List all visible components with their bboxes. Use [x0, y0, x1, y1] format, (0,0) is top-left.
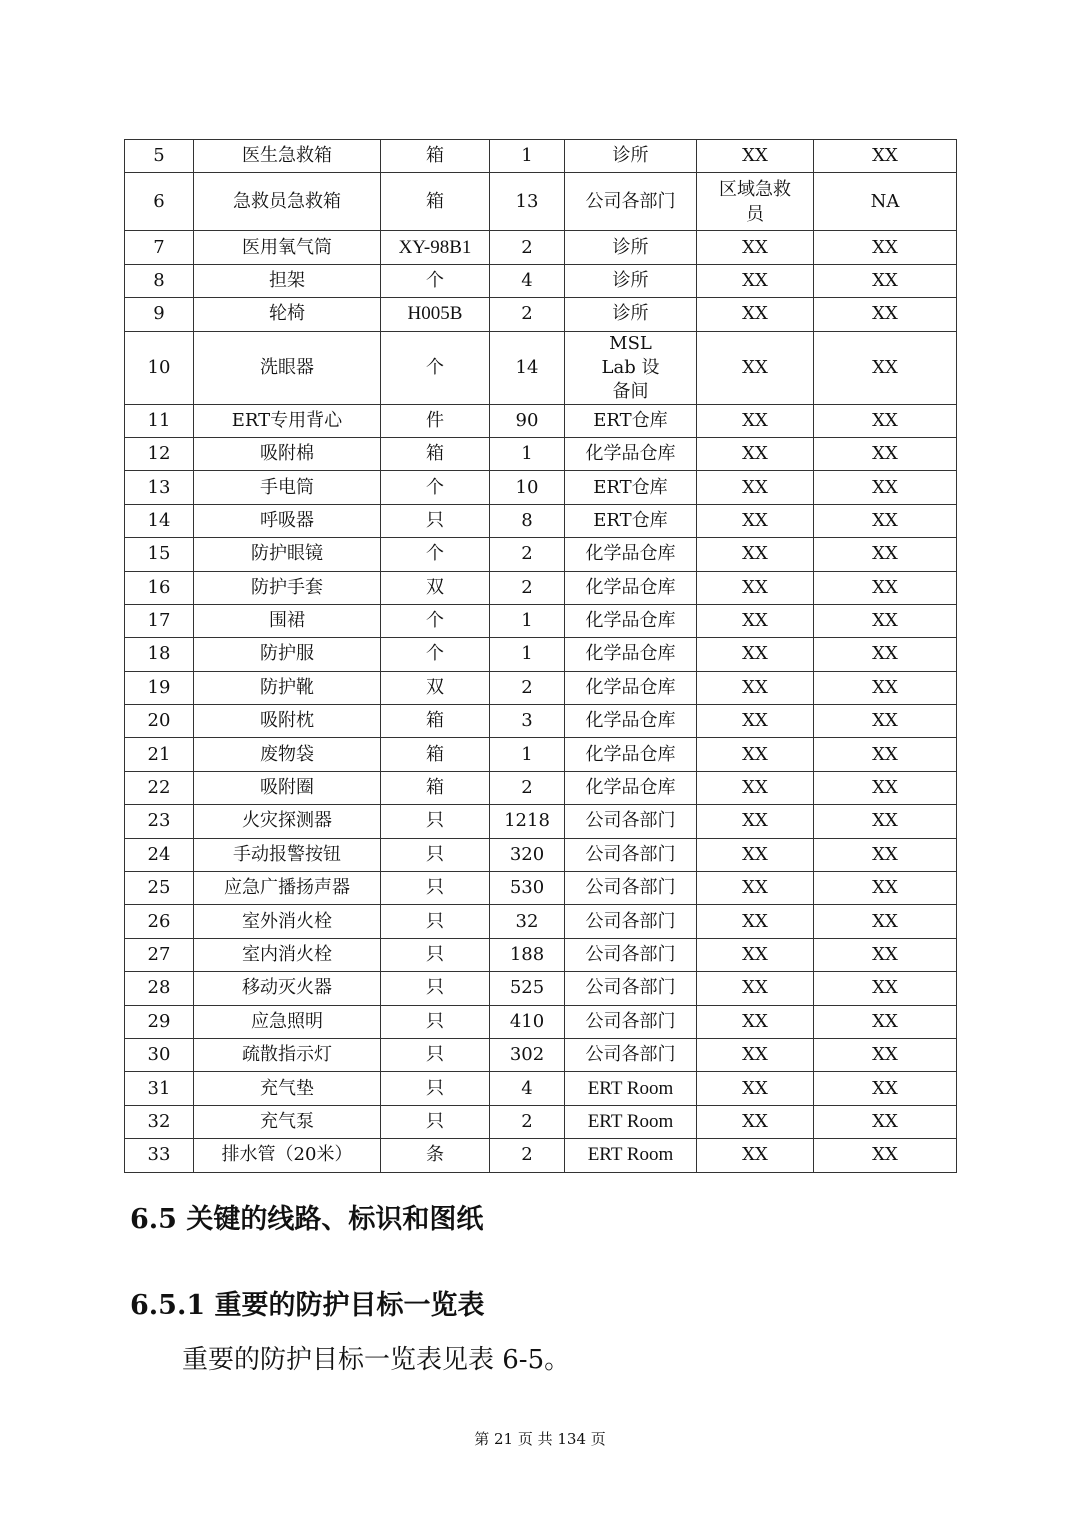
cell-row-number: 25 [125, 872, 194, 905]
cell-quantity: 32 [490, 905, 565, 938]
cell-quantity: 2 [490, 671, 565, 704]
cell-row-number: 23 [125, 805, 194, 838]
cell-item-name: 排水管（20米） [194, 1139, 381, 1172]
cell-location: 公司各部门 [565, 1005, 697, 1038]
cell-contact: XX [814, 872, 957, 905]
cell-item-name: 防护手套 [194, 571, 381, 604]
cell-unit-or-model: 箱 [381, 705, 490, 738]
cell-quantity: 8 [490, 504, 565, 537]
cell-item-name: 防护靴 [194, 671, 381, 704]
cell-responsible: XX [697, 471, 814, 504]
table-row [125, 938, 957, 971]
cell-contact: XX [814, 437, 957, 470]
cell-item-name: 担架 [194, 264, 381, 297]
cell-responsible: XX [697, 504, 814, 537]
cell-location: 公司各部门 [565, 838, 697, 871]
cell-quantity: 1 [490, 604, 565, 637]
table-row [125, 173, 957, 231]
cell-responsible: 区域急救员 [697, 173, 814, 231]
cell-quantity: 302 [490, 1038, 565, 1071]
cell-item-name: 吸附棉 [194, 437, 381, 470]
cell-item-name: 应急照明 [194, 1005, 381, 1038]
cell-contact: XX [814, 671, 957, 704]
table-row [125, 1038, 957, 1071]
cell-quantity: 530 [490, 872, 565, 905]
table-row [125, 805, 957, 838]
cell-contact: XX [814, 538, 957, 571]
cell-quantity: 14 [490, 331, 565, 404]
cell-quantity: 90 [490, 404, 565, 437]
equipment-table [124, 139, 957, 1173]
body-paragraph: 重要的防护目标一览表见表 6-5。 [182, 1345, 571, 1375]
cell-item-name: 废物袋 [194, 738, 381, 771]
cell-contact: XX [814, 604, 957, 637]
table-row [125, 504, 957, 537]
cell-unit-or-model: 个 [381, 471, 490, 504]
cell-location: ERT Room [565, 1139, 697, 1172]
table-row [125, 471, 957, 504]
cell-item-name: 吸附枕 [194, 705, 381, 738]
cell-row-number: 8 [125, 264, 194, 297]
cell-item-name: 应急广播扬声器 [194, 872, 381, 905]
cell-responsible: XX [697, 404, 814, 437]
cell-row-number: 28 [125, 972, 194, 1005]
cell-row-number: 33 [125, 1139, 194, 1172]
table-row [125, 264, 957, 297]
section-heading: 6.5 关键的线路、标识和图纸 [130, 1204, 484, 1235]
cell-contact: XX [814, 805, 957, 838]
cell-quantity: 2 [490, 571, 565, 604]
cell-contact: XX [814, 1105, 957, 1138]
cell-row-number: 10 [125, 331, 194, 404]
table-row [125, 140, 957, 173]
cell-row-number: 26 [125, 905, 194, 938]
cell-responsible: XX [697, 1005, 814, 1038]
cell-location: ERT仓库 [565, 504, 697, 537]
cell-quantity: 320 [490, 838, 565, 871]
cell-location: 公司各部门 [565, 173, 697, 231]
cell-location: 公司各部门 [565, 1038, 697, 1071]
cell-row-number: 16 [125, 571, 194, 604]
cell-row-number: 29 [125, 1005, 194, 1038]
cell-quantity: 2 [490, 538, 565, 571]
cell-quantity: 4 [490, 264, 565, 297]
cell-row-number: 17 [125, 604, 194, 637]
cell-quantity: 1218 [490, 805, 565, 838]
table-row [125, 437, 957, 470]
cell-contact: XX [814, 838, 957, 871]
cell-unit-or-model: 双 [381, 671, 490, 704]
cell-contact: XX [814, 264, 957, 297]
cell-row-number: 27 [125, 938, 194, 971]
cell-unit-or-model: H005B [381, 298, 490, 331]
cell-item-name: 充气泵 [194, 1105, 381, 1138]
cell-unit-or-model: 个 [381, 538, 490, 571]
cell-quantity: 13 [490, 173, 565, 231]
cell-row-number: 7 [125, 231, 194, 264]
cell-contact: XX [814, 905, 957, 938]
table-row [125, 604, 957, 637]
cell-row-number: 14 [125, 504, 194, 537]
cell-unit-or-model: 箱 [381, 437, 490, 470]
cell-quantity: 1 [490, 437, 565, 470]
cell-item-name: 火灾探测器 [194, 805, 381, 838]
cell-responsible: XX [697, 264, 814, 297]
cell-item-name: 围裙 [194, 604, 381, 637]
cell-contact: XX [814, 738, 957, 771]
cell-item-name: 室外消火栓 [194, 905, 381, 938]
cell-responsible: XX [697, 1072, 814, 1105]
cell-unit-or-model: 箱 [381, 738, 490, 771]
cell-responsible: XX [697, 571, 814, 604]
cell-location: ERT Room [565, 1105, 697, 1138]
cell-location: 化学品仓库 [565, 604, 697, 637]
cell-unit-or-model: 只 [381, 838, 490, 871]
cell-contact: XX [814, 231, 957, 264]
cell-item-name: 急救员急救箱 [194, 173, 381, 231]
table-row [125, 231, 957, 264]
cell-item-name: 吸附圈 [194, 771, 381, 804]
cell-location: 诊所 [565, 231, 697, 264]
cell-contact: XX [814, 638, 957, 671]
cell-unit-or-model: 只 [381, 938, 490, 971]
cell-location: 化学品仓库 [565, 437, 697, 470]
cell-contact: XX [814, 938, 957, 971]
cell-location: ERT仓库 [565, 471, 697, 504]
cell-unit-or-model: 箱 [381, 771, 490, 804]
cell-row-number: 24 [125, 838, 194, 871]
cell-contact: XX [814, 1038, 957, 1071]
cell-row-number: 5 [125, 140, 194, 173]
cell-quantity: 3 [490, 705, 565, 738]
cell-row-number: 30 [125, 1038, 194, 1071]
cell-location: MSL Lab 设备间 [565, 331, 697, 404]
cell-contact: XX [814, 705, 957, 738]
table-row [125, 571, 957, 604]
cell-item-name: 手动报警按钮 [194, 838, 381, 871]
cell-contact: XX [814, 1072, 957, 1105]
cell-contact: XX [814, 1005, 957, 1038]
cell-responsible: XX [697, 1105, 814, 1138]
cell-location: 化学品仓库 [565, 538, 697, 571]
cell-responsible: XX [697, 298, 814, 331]
table-row [125, 538, 957, 571]
cell-unit-or-model: 个 [381, 638, 490, 671]
cell-row-number: 21 [125, 738, 194, 771]
cell-row-number: 22 [125, 771, 194, 804]
cell-responsible: XX [697, 972, 814, 1005]
cell-responsible: XX [697, 838, 814, 871]
table-row [125, 638, 957, 671]
cell-item-name: 疏散指示灯 [194, 1038, 381, 1071]
table-body [125, 140, 957, 1173]
cell-location: 公司各部门 [565, 805, 697, 838]
cell-location: 化学品仓库 [565, 738, 697, 771]
cell-responsible: XX [697, 331, 814, 404]
cell-unit-or-model: 只 [381, 905, 490, 938]
table-row [125, 671, 957, 704]
cell-responsible: XX [697, 805, 814, 838]
cell-location: 公司各部门 [565, 905, 697, 938]
table-row [125, 738, 957, 771]
cell-quantity: 1 [490, 140, 565, 173]
table-row [125, 705, 957, 738]
cell-item-name: 医用氧气筒 [194, 231, 381, 264]
cell-row-number: 32 [125, 1105, 194, 1138]
cell-quantity: 2 [490, 231, 565, 264]
cell-unit-or-model: 个 [381, 331, 490, 404]
cell-unit-or-model: 只 [381, 504, 490, 537]
cell-item-name: 充气垫 [194, 1072, 381, 1105]
cell-item-name: 移动灭火器 [194, 972, 381, 1005]
cell-row-number: 6 [125, 173, 194, 231]
cell-unit-or-model: 只 [381, 872, 490, 905]
cell-row-number: 19 [125, 671, 194, 704]
cell-row-number: 13 [125, 471, 194, 504]
cell-location: 公司各部门 [565, 938, 697, 971]
cell-responsible: XX [697, 231, 814, 264]
cell-location: ERT Room [565, 1072, 697, 1105]
cell-item-name: ERT专用背心 [194, 404, 381, 437]
cell-responsible: XX [697, 437, 814, 470]
cell-contact: XX [814, 471, 957, 504]
cell-item-name: 洗眼器 [194, 331, 381, 404]
cell-responsible: XX [697, 140, 814, 173]
table-row [125, 838, 957, 871]
cell-contact: XX [814, 1139, 957, 1172]
cell-responsible: XX [697, 771, 814, 804]
cell-responsible: XX [697, 738, 814, 771]
cell-item-name: 呼吸器 [194, 504, 381, 537]
cell-unit-or-model: 箱 [381, 173, 490, 231]
cell-row-number: 20 [125, 705, 194, 738]
cell-unit-or-model: XY-98B1 [381, 231, 490, 264]
cell-unit-or-model: 件 [381, 404, 490, 437]
cell-location: 诊所 [565, 298, 697, 331]
cell-unit-or-model: 只 [381, 972, 490, 1005]
cell-quantity: 1 [490, 638, 565, 671]
cell-quantity: 2 [490, 1139, 565, 1172]
cell-location: 诊所 [565, 264, 697, 297]
cell-location: 公司各部门 [565, 972, 697, 1005]
cell-contact: XX [814, 298, 957, 331]
cell-contact: XX [814, 331, 957, 404]
cell-quantity: 4 [490, 1072, 565, 1105]
cell-row-number: 12 [125, 437, 194, 470]
cell-location: 化学品仓库 [565, 705, 697, 738]
cell-quantity: 525 [490, 972, 565, 1005]
cell-responsible: XX [697, 638, 814, 671]
page-footer: 第 21 页 共 134 页 [474, 1430, 606, 1448]
cell-row-number: 15 [125, 538, 194, 571]
table-row [125, 404, 957, 437]
cell-contact: XX [814, 771, 957, 804]
cell-responsible: XX [697, 671, 814, 704]
cell-responsible: XX [697, 938, 814, 971]
cell-quantity: 2 [490, 298, 565, 331]
cell-location: 化学品仓库 [565, 771, 697, 804]
cell-item-name: 医生急救箱 [194, 140, 381, 173]
cell-row-number: 31 [125, 1072, 194, 1105]
cell-unit-or-model: 只 [381, 1038, 490, 1071]
cell-item-name: 防护服 [194, 638, 381, 671]
cell-item-name: 手电筒 [194, 471, 381, 504]
cell-row-number: 11 [125, 404, 194, 437]
cell-quantity: 2 [490, 771, 565, 804]
cell-quantity: 410 [490, 1005, 565, 1038]
table-row [125, 298, 957, 331]
cell-quantity: 1 [490, 738, 565, 771]
cell-item-name: 轮椅 [194, 298, 381, 331]
cell-unit-or-model: 只 [381, 805, 490, 838]
cell-contact: XX [814, 140, 957, 173]
cell-responsible: XX [697, 604, 814, 637]
cell-location: 公司各部门 [565, 872, 697, 905]
cell-location: 化学品仓库 [565, 671, 697, 704]
cell-quantity: 188 [490, 938, 565, 971]
cell-responsible: XX [697, 1038, 814, 1071]
cell-responsible: XX [697, 538, 814, 571]
cell-item-name: 防护眼镜 [194, 538, 381, 571]
cell-unit-or-model: 个 [381, 604, 490, 637]
cell-contact: XX [814, 504, 957, 537]
cell-contact: XX [814, 571, 957, 604]
table-row [125, 872, 957, 905]
cell-unit-or-model: 只 [381, 1072, 490, 1105]
table-row [125, 331, 957, 404]
cell-location: 化学品仓库 [565, 638, 697, 671]
cell-quantity: 10 [490, 471, 565, 504]
cell-unit-or-model: 只 [381, 1105, 490, 1138]
cell-responsible: XX [697, 705, 814, 738]
cell-location: 化学品仓库 [565, 571, 697, 604]
cell-responsible: XX [697, 905, 814, 938]
cell-contact: NA [814, 173, 957, 231]
subsection-heading: 6.5.1 重要的防护目标一览表 [130, 1290, 485, 1321]
cell-row-number: 18 [125, 638, 194, 671]
cell-location: ERT仓库 [565, 404, 697, 437]
cell-unit-or-model: 箱 [381, 140, 490, 173]
cell-row-number: 9 [125, 298, 194, 331]
cell-contact: XX [814, 404, 957, 437]
table-row [125, 1005, 957, 1038]
cell-unit-or-model: 只 [381, 1005, 490, 1038]
cell-unit-or-model: 个 [381, 264, 490, 297]
table-row [125, 1105, 957, 1138]
cell-location: 诊所 [565, 140, 697, 173]
table-row [125, 972, 957, 1005]
table-row [125, 905, 957, 938]
cell-unit-or-model: 条 [381, 1139, 490, 1172]
table-row [125, 771, 957, 804]
cell-responsible: XX [697, 872, 814, 905]
cell-responsible: XX [697, 1139, 814, 1172]
table-row [125, 1072, 957, 1105]
cell-quantity: 2 [490, 1105, 565, 1138]
table-row [125, 1139, 957, 1172]
cell-contact: XX [814, 972, 957, 1005]
cell-unit-or-model: 双 [381, 571, 490, 604]
cell-item-name: 室内消火栓 [194, 938, 381, 971]
